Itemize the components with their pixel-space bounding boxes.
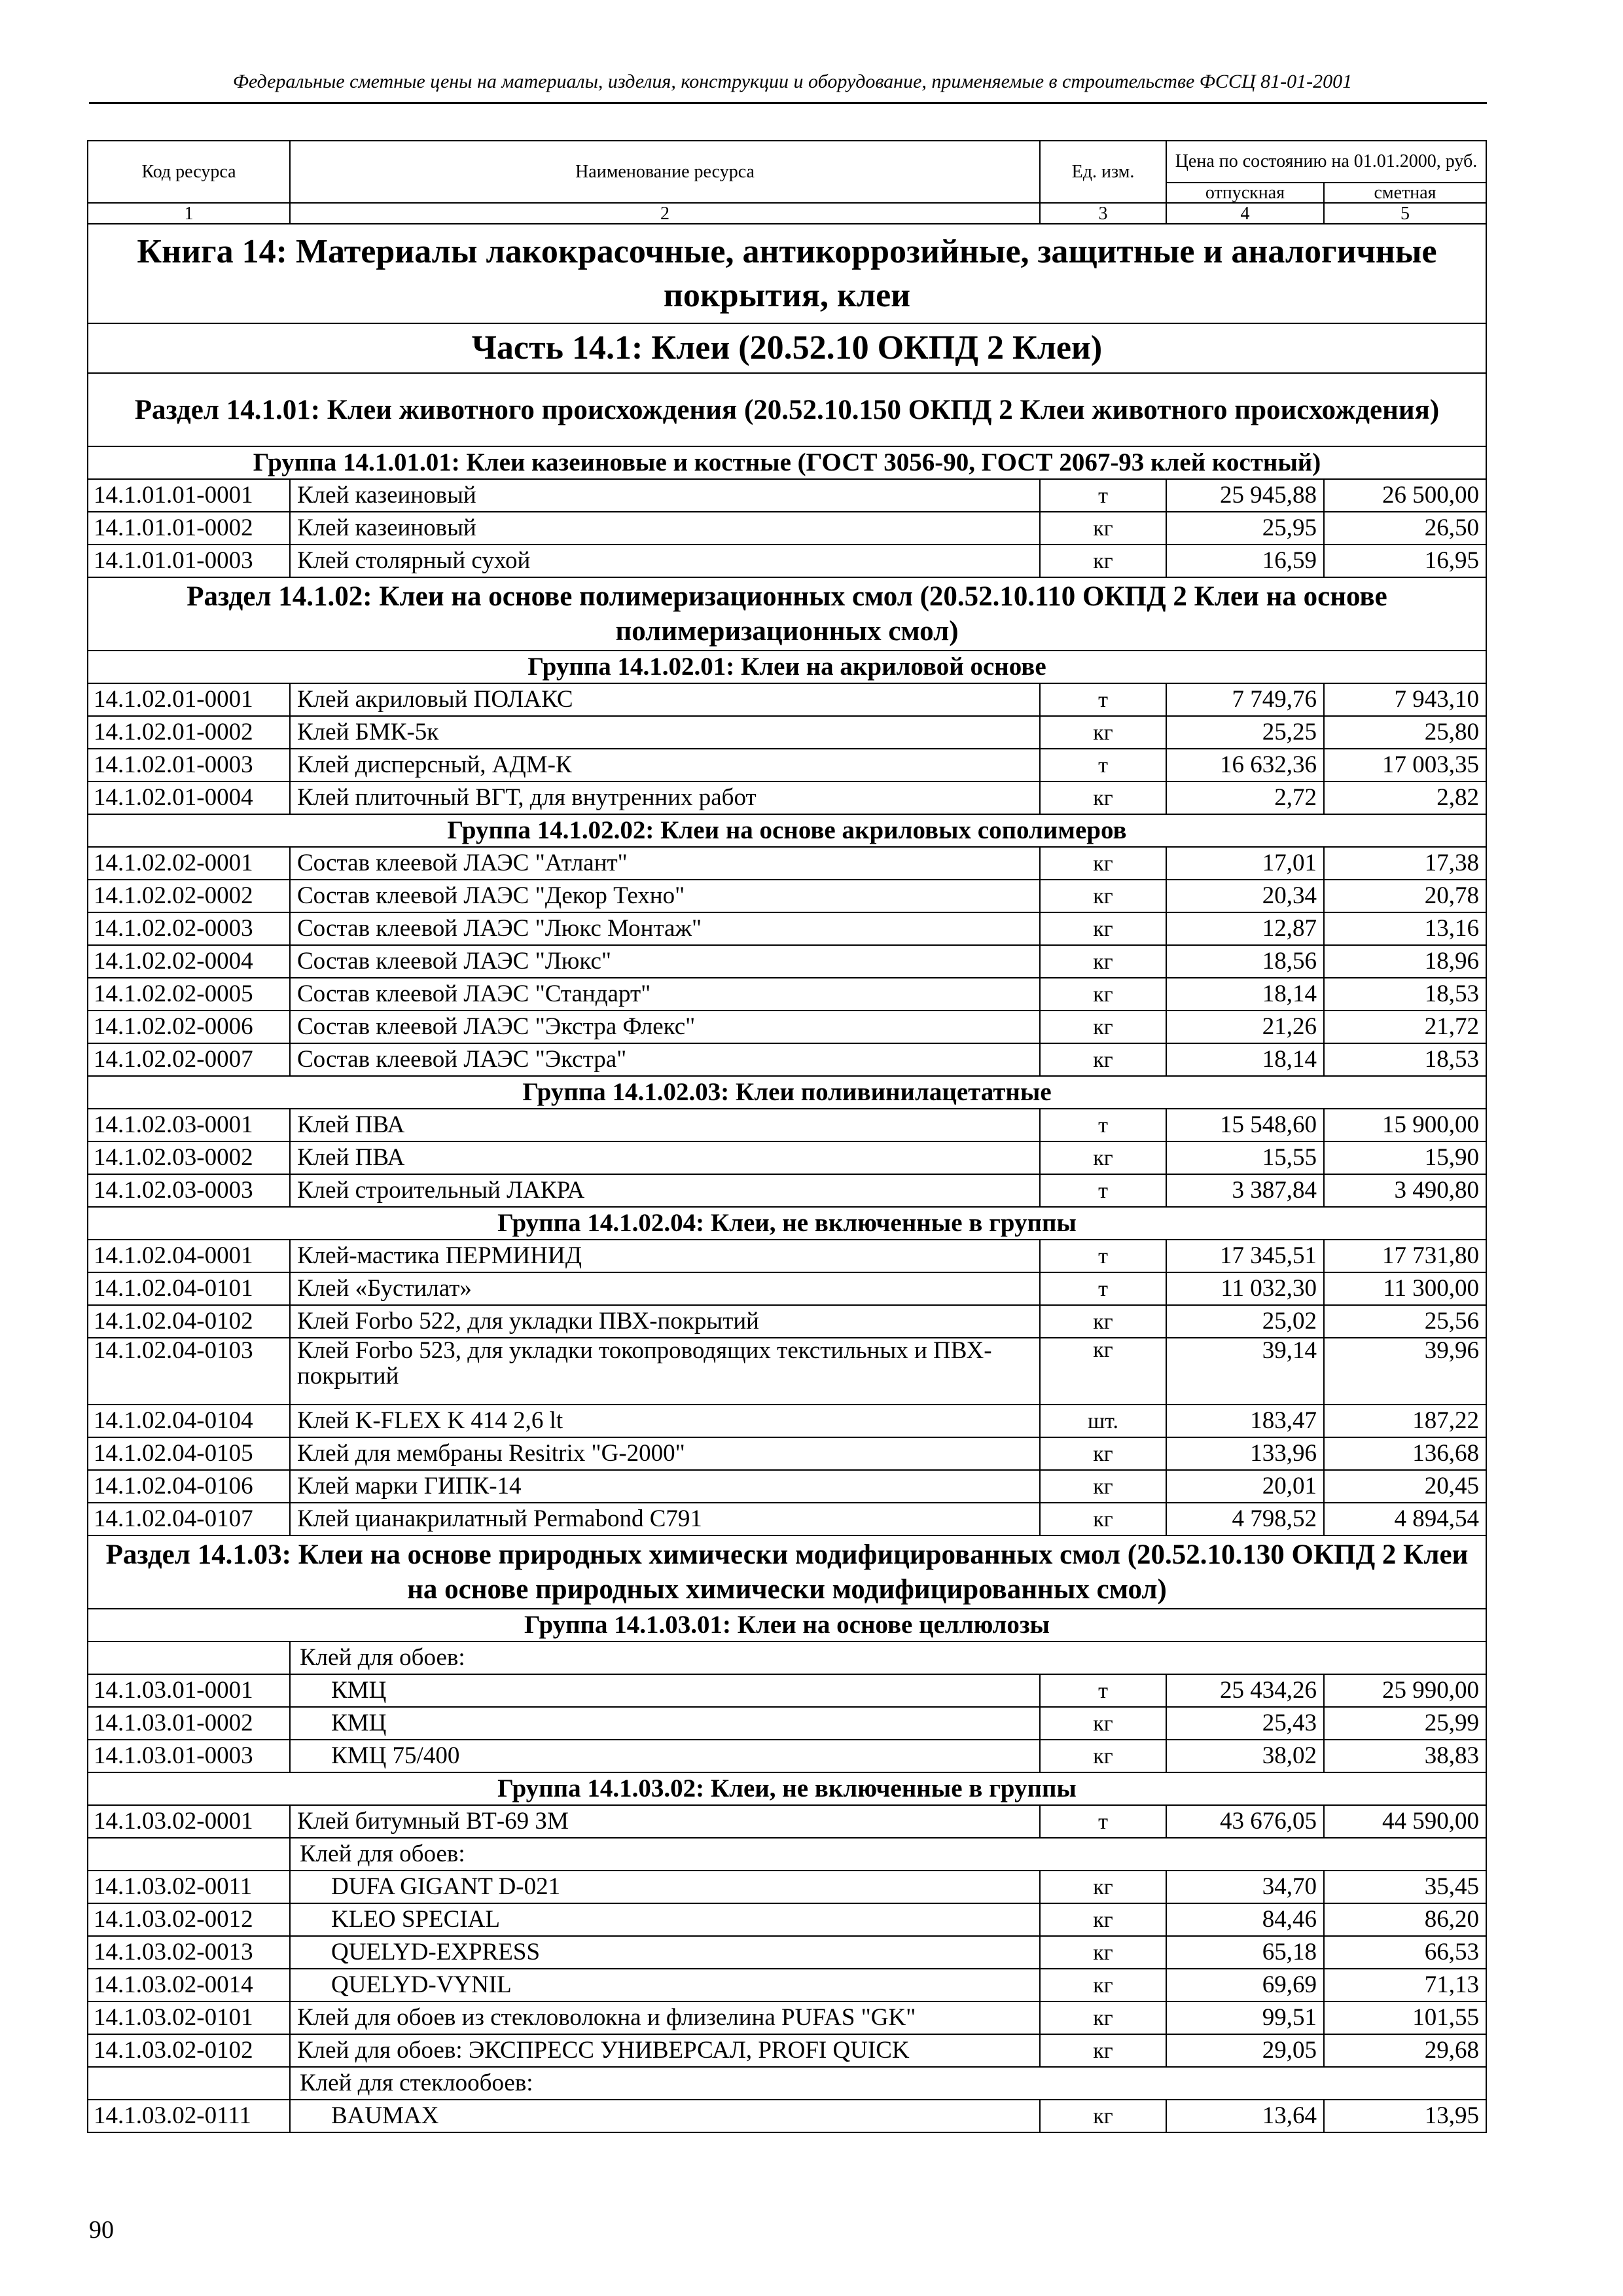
- subheading-row: [88, 2067, 1486, 2100]
- resource-name-cell: BAUMAX: [290, 2100, 1040, 2132]
- column-number: 4: [1166, 203, 1324, 224]
- estimate-price-cell: 25,56: [1324, 1305, 1486, 1338]
- unit-cell: кг: [1040, 847, 1166, 880]
- resource-name-cell: QUELYD-EXPRESS: [290, 1936, 1040, 1969]
- resource-code-cell: 14.1.02.04-0001: [88, 1240, 290, 1272]
- resource-code-cell: 14.1.02.02-0003: [88, 912, 290, 945]
- resource-name-cell: КМЦ 75/400: [290, 1740, 1040, 1772]
- release-price-cell: 17,01: [1166, 847, 1324, 880]
- release-price-cell: 7 749,76: [1166, 683, 1324, 716]
- unit-cell: кг: [1040, 1707, 1166, 1740]
- unit-cell: кг: [1040, 1969, 1166, 2001]
- page-number: 90: [89, 2216, 114, 2244]
- table-row: [88, 1338, 1486, 1405]
- unit-cell: т: [1040, 683, 1166, 716]
- release-price-cell: 39,14: [1166, 1338, 1324, 1405]
- resource-name-cell: Клей для обоев из стекловолокна и флизелина PUFAS "GK": [290, 2001, 1040, 2034]
- resource-name-cell: Состав клеевой ЛАЭС "Стандарт": [290, 978, 1040, 1011]
- resource-code-cell: 14.1.03.02-0102: [88, 2034, 290, 2067]
- release-price-cell: 15 548,60: [1166, 1109, 1324, 1141]
- estimate-price-cell: 44 590,00: [1324, 1805, 1486, 1838]
- resource-code-cell: 14.1.03.02-0014: [88, 1969, 290, 2001]
- subheading-label: Клей для обоев:: [290, 1838, 1486, 1871]
- resource-code-cell: 14.1.02.04-0102: [88, 1305, 290, 1338]
- table-row: [88, 512, 1486, 545]
- release-price-cell: 2,72: [1166, 781, 1324, 814]
- resource-code-cell: 14.1.02.04-0103: [88, 1338, 290, 1405]
- unit-cell: кг: [1040, 978, 1166, 1011]
- estimate-price-cell: 15 900,00: [1324, 1109, 1486, 1141]
- unit-cell: кг: [1040, 1871, 1166, 1903]
- table-row: [88, 749, 1486, 781]
- part-title-row: [88, 323, 1486, 373]
- resource-name-cell: Клей казеиновый: [290, 479, 1040, 512]
- table-row: [88, 1740, 1486, 1772]
- resource-code-cell: 14.1.02.02-0006: [88, 1011, 290, 1043]
- release-price-cell: 3 387,84: [1166, 1174, 1324, 1207]
- resource-code-cell: 14.1.03.02-0111: [88, 2100, 290, 2132]
- estimate-price-cell: 15,90: [1324, 1141, 1486, 1174]
- group-heading-row: [88, 1076, 1486, 1109]
- unit-cell: кг: [1040, 1011, 1166, 1043]
- group-heading: Группа 14.1.03.02: Клеи, не включенные в группы: [88, 1772, 1486, 1805]
- empty-code-cell: [88, 2067, 290, 2100]
- estimate-price-cell: 71,13: [1324, 1969, 1486, 2001]
- release-price-cell: 18,14: [1166, 978, 1324, 1011]
- resource-code-cell: 14.1.03.02-0012: [88, 1903, 290, 1936]
- resource-code-cell: 14.1.03.02-0101: [88, 2001, 290, 2034]
- resource-code-cell: 14.1.02.01-0001: [88, 683, 290, 716]
- release-price-cell: 34,70: [1166, 1871, 1324, 1903]
- release-price-cell: 133,96: [1166, 1437, 1324, 1470]
- unit-cell: кг: [1040, 1437, 1166, 1470]
- estimate-price-cell: 17 731,80: [1324, 1240, 1486, 1272]
- table-row: [88, 945, 1486, 978]
- unit-cell: кг: [1040, 716, 1166, 749]
- release-price-cell: 25,95: [1166, 512, 1324, 545]
- table-row: [88, 1405, 1486, 1437]
- release-price-cell: 20,01: [1166, 1470, 1324, 1503]
- unit-cell: кг: [1040, 945, 1166, 978]
- release-price-cell: 25 945,88: [1166, 479, 1324, 512]
- resource-code-cell: 14.1.02.02-0001: [88, 847, 290, 880]
- unit-cell: кг: [1040, 1503, 1166, 1535]
- group-heading: Группа 14.1.02.02: Клеи на основе акриловых сополимеров: [88, 814, 1486, 847]
- resource-code-cell: 14.1.03.02-0013: [88, 1936, 290, 1969]
- group-heading: Группа 14.1.02.04: Клеи, не включенные в группы: [88, 1207, 1486, 1240]
- table-row: [88, 1805, 1486, 1838]
- table-row: [88, 1470, 1486, 1503]
- subheading-label: Клей для стеклообоев:: [290, 2067, 1486, 2100]
- resource-code-cell: 14.1.03.02-0011: [88, 1871, 290, 1903]
- unit-cell: кг: [1040, 1740, 1166, 1772]
- table-row: [88, 1503, 1486, 1535]
- table-row: [88, 683, 1486, 716]
- empty-code-cell: [88, 1838, 290, 1871]
- table-row: [88, 1707, 1486, 1740]
- column-header-code: Код ресурса: [88, 141, 290, 203]
- estimate-price-cell: 13,16: [1324, 912, 1486, 945]
- unit-cell: т: [1040, 1272, 1166, 1305]
- resource-code-cell: 14.1.02.03-0002: [88, 1141, 290, 1174]
- section-heading: Раздел 14.1.02: Клеи на основе полимеризационных смол (20.52.10.110 ОКПД 2 Клеи на основе полимеризационных смол): [88, 577, 1486, 651]
- release-price-cell: 25 434,26: [1166, 1674, 1324, 1707]
- resource-name-cell: Клей ПВА: [290, 1109, 1040, 1141]
- release-price-cell: 69,69: [1166, 1969, 1324, 2001]
- unit-cell: кг: [1040, 1936, 1166, 1969]
- release-price-cell: 183,47: [1166, 1405, 1324, 1437]
- unit-cell: кг: [1040, 1141, 1166, 1174]
- price-table: [87, 140, 1487, 2133]
- estimate-price-cell: 3 490,80: [1324, 1174, 1486, 1207]
- release-price-cell: 25,02: [1166, 1305, 1324, 1338]
- resource-name-cell: Клей плиточный ВГТ, для внутренних работ: [290, 781, 1040, 814]
- running-header: Федеральные сметные цены на материалы, изделия, конструкции и оборудование, применяемые в строительстве ФССЦ 81-01-2001: [232, 71, 1353, 92]
- table-row: [88, 1272, 1486, 1305]
- estimate-price-cell: 18,96: [1324, 945, 1486, 978]
- estimate-price-cell: 17 003,35: [1324, 749, 1486, 781]
- release-price-cell: 11 032,30: [1166, 1272, 1324, 1305]
- section-heading: Раздел 14.1.01: Клеи животного происхождения (20.52.10.150 ОКПД 2 Клеи животного происхождения): [88, 373, 1486, 446]
- header-rule: [89, 102, 1487, 104]
- column-header-estimate: сметная: [1324, 183, 1486, 203]
- resource-name-cell: Состав клеевой ЛАЭС "Экстра": [290, 1043, 1040, 1076]
- table-row: [88, 1011, 1486, 1043]
- estimate-price-cell: 20,78: [1324, 880, 1486, 912]
- unit-cell: т: [1040, 479, 1166, 512]
- column-number: 1: [88, 203, 290, 224]
- resource-name-cell: Клей ПВА: [290, 1141, 1040, 1174]
- estimate-price-cell: 86,20: [1324, 1903, 1486, 1936]
- release-price-cell: 25,25: [1166, 716, 1324, 749]
- resource-code-cell: 14.1.03.01-0002: [88, 1707, 290, 1740]
- release-price-cell: 16 632,36: [1166, 749, 1324, 781]
- unit-cell: т: [1040, 1240, 1166, 1272]
- release-price-cell: 38,02: [1166, 1740, 1324, 1772]
- resource-name-cell: Клей Forbo 522, для укладки ПВХ-покрытий: [290, 1305, 1040, 1338]
- resource-code-cell: 14.1.03.02-0001: [88, 1805, 290, 1838]
- table-row: [88, 479, 1486, 512]
- unit-cell: кг: [1040, 545, 1166, 577]
- release-price-cell: 4 798,52: [1166, 1503, 1324, 1535]
- estimate-price-cell: 25,99: [1324, 1707, 1486, 1740]
- estimate-price-cell: 16,95: [1324, 545, 1486, 577]
- resource-name-cell: Клей Forbo 523, для укладки токопроводящих текстильных и ПВХ-покрытий: [290, 1338, 1040, 1405]
- resource-name-cell: КМЦ: [290, 1674, 1040, 1707]
- resource-name-cell: KLEO SPECIAL: [290, 1903, 1040, 1936]
- unit-cell: кг: [1040, 912, 1166, 945]
- table-row: [88, 1936, 1486, 1969]
- resource-code-cell: 14.1.02.04-0105: [88, 1437, 290, 1470]
- estimate-price-cell: 25 990,00: [1324, 1674, 1486, 1707]
- estimate-price-cell: 21,72: [1324, 1011, 1486, 1043]
- resource-code-cell: 14.1.02.02-0007: [88, 1043, 290, 1076]
- resource-name-cell: Клей столярный сухой: [290, 545, 1040, 577]
- resource-code-cell: 14.1.01.01-0003: [88, 545, 290, 577]
- release-price-cell: 25,43: [1166, 1707, 1324, 1740]
- unit-cell: т: [1040, 1674, 1166, 1707]
- resource-name-cell: Клей цианакрилатный Permabond C791: [290, 1503, 1040, 1535]
- resource-code-cell: 14.1.03.01-0003: [88, 1740, 290, 1772]
- resource-name-cell: DUFA GIGANT D-021: [290, 1871, 1040, 1903]
- estimate-price-cell: 66,53: [1324, 1936, 1486, 1969]
- column-number: 3: [1040, 203, 1166, 224]
- group-heading-row: [88, 446, 1486, 479]
- release-price-cell: 99,51: [1166, 2001, 1324, 2034]
- group-heading: Группа 14.1.01.01: Клеи казеиновые и костные (ГОСТ 3056-90, ГОСТ 2067-93 клей костный): [88, 446, 1486, 479]
- resource-name-cell: QUELYD-VYNIL: [290, 1969, 1040, 2001]
- group-heading: Группа 14.1.02.01: Клеи на акриловой основе: [88, 651, 1486, 683]
- resource-code-cell: 14.1.02.04-0107: [88, 1503, 290, 1535]
- resource-name-cell: Клей строительный ЛАКРА: [290, 1174, 1040, 1207]
- release-price-cell: 20,34: [1166, 880, 1324, 912]
- resource-name-cell: Клей дисперсный, АДМ-К: [290, 749, 1040, 781]
- column-header-unit: Ед. изм.: [1040, 141, 1166, 203]
- unit-cell: кг: [1040, 1903, 1166, 1936]
- resource-name-cell: Состав клеевой ЛАЭС "Люкс": [290, 945, 1040, 978]
- table-row: [88, 1174, 1486, 1207]
- resource-code-cell: 14.1.02.02-0005: [88, 978, 290, 1011]
- table-row: [88, 1437, 1486, 1470]
- resource-name-cell: Клей для мембраны Resitrix "G-2000": [290, 1437, 1040, 1470]
- book-title-row: [88, 224, 1486, 323]
- resource-name-cell: Состав клеевой ЛАЭС "Декор Техно": [290, 880, 1040, 912]
- resource-name-cell: Состав клеевой ЛАЭС "Атлант": [290, 847, 1040, 880]
- release-price-cell: 18,14: [1166, 1043, 1324, 1076]
- estimate-price-cell: 136,68: [1324, 1437, 1486, 1470]
- release-price-cell: 17 345,51: [1166, 1240, 1324, 1272]
- subheading-row: [88, 1641, 1486, 1674]
- resource-name-cell: Клей K-FLEX K 414 2,6 lt: [290, 1405, 1040, 1437]
- column-number: 5: [1324, 203, 1486, 224]
- estimate-price-cell: 11 300,00: [1324, 1272, 1486, 1305]
- table-row: [88, 2034, 1486, 2067]
- table-row: [88, 2001, 1486, 2034]
- unit-cell: кг: [1040, 512, 1166, 545]
- group-heading-row: [88, 1772, 1486, 1805]
- estimate-price-cell: 26,50: [1324, 512, 1486, 545]
- estimate-price-cell: 39,96: [1324, 1338, 1486, 1405]
- estimate-price-cell: 35,45: [1324, 1871, 1486, 1903]
- estimate-price-cell: 101,55: [1324, 2001, 1486, 2034]
- release-price-cell: 16,59: [1166, 545, 1324, 577]
- table-row: [88, 880, 1486, 912]
- resource-name-cell: Клей марки ГИПК-14: [290, 1470, 1040, 1503]
- group-heading: Группа 14.1.03.01: Клеи на основе целлюлозы: [88, 1609, 1486, 1641]
- release-price-cell: 15,55: [1166, 1141, 1324, 1174]
- release-price-cell: 12,87: [1166, 912, 1324, 945]
- resource-code-cell: 14.1.02.03-0001: [88, 1109, 290, 1141]
- table-row: [88, 912, 1486, 945]
- resource-code-cell: 14.1.01.01-0002: [88, 512, 290, 545]
- table-row: [88, 847, 1486, 880]
- resource-code-cell: 14.1.02.04-0106: [88, 1470, 290, 1503]
- unit-cell: кг: [1040, 880, 1166, 912]
- unit-cell: кг: [1040, 2100, 1166, 2132]
- resource-code-cell: 14.1.02.02-0004: [88, 945, 290, 978]
- release-price-cell: 65,18: [1166, 1936, 1324, 1969]
- unit-cell: кг: [1040, 781, 1166, 814]
- release-price-cell: 43 676,05: [1166, 1805, 1324, 1838]
- resource-code-cell: 14.1.02.04-0101: [88, 1272, 290, 1305]
- subheading-row: [88, 1838, 1486, 1871]
- estimate-price-cell: 20,45: [1324, 1470, 1486, 1503]
- resource-code-cell: 14.1.02.04-0104: [88, 1405, 290, 1437]
- unit-cell: кг: [1040, 1338, 1166, 1405]
- group-heading: Группа 14.1.02.03: Клеи поливинилацетатные: [88, 1076, 1486, 1109]
- resource-name-cell: Клей акриловый ПОЛАКС: [290, 683, 1040, 716]
- subheading-label: Клей для обоев:: [290, 1641, 1486, 1674]
- resource-name-cell: Клей «Бустилат»: [290, 1272, 1040, 1305]
- part-title: Часть 14.1: Клеи (20.52.10 ОКПД 2 Клеи): [88, 323, 1486, 373]
- column-header-name: Наименование ресурса: [290, 141, 1040, 203]
- unit-cell: кг: [1040, 1043, 1166, 1076]
- resource-code-cell: 14.1.02.01-0004: [88, 781, 290, 814]
- estimate-price-cell: 187,22: [1324, 1405, 1486, 1437]
- resource-name-cell: Клей-мастика ПЕРМИНИД: [290, 1240, 1040, 1272]
- release-price-cell: 21,26: [1166, 1011, 1324, 1043]
- unit-cell: т: [1040, 1109, 1166, 1141]
- group-heading-row: [88, 814, 1486, 847]
- section-heading: Раздел 14.1.03: Клеи на основе природных химически модифицированных смол (20.52.10.130 ОКПД 2 Клеи на основе природных химически модифицированных смол): [88, 1535, 1486, 1609]
- estimate-price-cell: 18,53: [1324, 978, 1486, 1011]
- estimate-price-cell: 26 500,00: [1324, 479, 1486, 512]
- table-row: [88, 716, 1486, 749]
- unit-cell: т: [1040, 1805, 1166, 1838]
- resource-code-cell: 14.1.02.01-0002: [88, 716, 290, 749]
- table-row: [88, 1141, 1486, 1174]
- table-row: [88, 545, 1486, 577]
- table-row: [88, 1871, 1486, 1903]
- column-header-release: отпускная: [1166, 183, 1324, 203]
- table-row: [88, 1903, 1486, 1936]
- unit-cell: шт.: [1040, 1405, 1166, 1437]
- estimate-price-cell: 4 894,54: [1324, 1503, 1486, 1535]
- table-row: [88, 1240, 1486, 1272]
- group-heading-row: [88, 651, 1486, 683]
- resource-code-cell: 14.1.02.01-0003: [88, 749, 290, 781]
- unit-cell: кг: [1040, 2034, 1166, 2067]
- column-header-price: Цена по состоянию на 01.01.2000, руб.: [1166, 141, 1486, 183]
- estimate-price-cell: 17,38: [1324, 847, 1486, 880]
- table-row: [88, 781, 1486, 814]
- column-number-row: [88, 203, 1486, 224]
- table-row: [88, 1674, 1486, 1707]
- resource-name-cell: Клей битумный ВТ-69 ЗМ: [290, 1805, 1040, 1838]
- resource-code-cell: 14.1.02.02-0002: [88, 880, 290, 912]
- estimate-price-cell: 29,68: [1324, 2034, 1486, 2067]
- group-heading-row: [88, 1207, 1486, 1240]
- estimate-price-cell: 25,80: [1324, 716, 1486, 749]
- resource-name-cell: Клей для обоев: ЭКСПРЕСС УНИВЕРСАЛ, PROFI QUICK: [290, 2034, 1040, 2067]
- empty-code-cell: [88, 1641, 290, 1674]
- table-row: [88, 1305, 1486, 1338]
- unit-cell: т: [1040, 1174, 1166, 1207]
- table-header-row: [88, 141, 1486, 183]
- release-price-cell: 29,05: [1166, 2034, 1324, 2067]
- resource-name-cell: КМЦ: [290, 1707, 1040, 1740]
- table-row: [88, 1969, 1486, 2001]
- release-price-cell: 13,64: [1166, 2100, 1324, 2132]
- table-row: [88, 2100, 1486, 2132]
- table-row: [88, 978, 1486, 1011]
- resource-code-cell: 14.1.02.03-0003: [88, 1174, 290, 1207]
- group-heading-row: [88, 1609, 1486, 1641]
- unit-cell: кг: [1040, 2001, 1166, 2034]
- estimate-price-cell: 18,53: [1324, 1043, 1486, 1076]
- section-heading-row: [88, 577, 1486, 651]
- section-heading-row: [88, 373, 1486, 446]
- estimate-price-cell: 13,95: [1324, 2100, 1486, 2132]
- resource-name-cell: Клей казеиновый: [290, 512, 1040, 545]
- unit-cell: кг: [1040, 1470, 1166, 1503]
- table-row: [88, 1109, 1486, 1141]
- unit-cell: т: [1040, 749, 1166, 781]
- estimate-price-cell: 2,82: [1324, 781, 1486, 814]
- unit-cell: кг: [1040, 1305, 1166, 1338]
- release-price-cell: 84,46: [1166, 1903, 1324, 1936]
- estimate-price-cell: 38,83: [1324, 1740, 1486, 1772]
- resource-name-cell: Клей БМК-5к: [290, 716, 1040, 749]
- column-number: 2: [290, 203, 1040, 224]
- book-title: Книга 14: Материалы лакокрасочные, антикоррозийные, защитные и аналогичные покрытия, клеи: [88, 224, 1486, 323]
- resource-name-cell: Состав клеевой ЛАЭС "Люкс Монтаж": [290, 912, 1040, 945]
- section-heading-row: [88, 1535, 1486, 1609]
- estimate-price-cell: 7 943,10: [1324, 683, 1486, 716]
- table-row: [88, 1043, 1486, 1076]
- resource-code-cell: 14.1.01.01-0001: [88, 479, 290, 512]
- resource-name-cell: Состав клеевой ЛАЭС "Экстра Флекс": [290, 1011, 1040, 1043]
- resource-code-cell: 14.1.03.01-0001: [88, 1674, 290, 1707]
- release-price-cell: 18,56: [1166, 945, 1324, 978]
